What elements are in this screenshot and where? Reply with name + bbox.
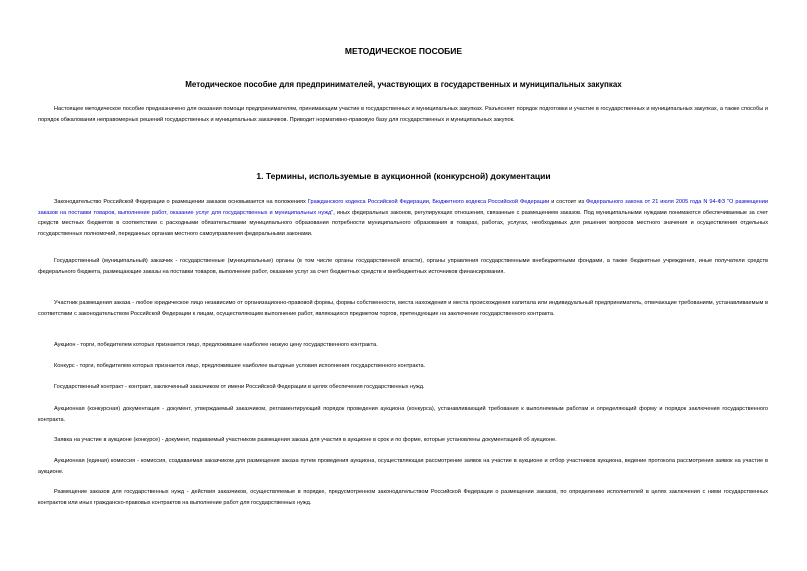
budget-code-link[interactable]: Бюджетного кодекса Российской Федерации: [432, 199, 550, 205]
legislation-text-start: Законодательство Российской Федерации о размещении заказов основывается на положениях: [54, 199, 308, 205]
civil-code-link[interactable]: Гражданского кодекса Российской Федерации: [307, 199, 429, 205]
document-subtitle: Методическое пособие для предпринимателей, участвующих в государственных и муниципальных закупках: [185, 80, 622, 89]
paragraph-participant: Участник размещения заказа - любое юридическое лицо независимо от организационно-правовой формы, формы собственности, места нахождения и места происхождения капитала или индивидуальный предприниматель, отвечающие требованиям, устанавливаемым в соответствии с законодательством Российской Федерации к лицам, осуществляющим выполнение работ, являющихся предметом торгов, претендующие на заключение государственного контракта.: [38, 300, 768, 317]
section-heading: 1. Термины, используемые в аукционной (конкурсной) документации: [256, 171, 551, 181]
legislation-text-mid: и состоит из: [549, 199, 586, 205]
legislation-text-end: , иных федеральных законов, регулирующих отношения, связанные с размещением заказов. Под муниципальными нуждами понимаются обеспечиваемые за счет средств местных бюджетов в соответствии с расходными обязательствами муниципального образования потребности муниципального образования в товарах, работах, услугах, необходимых для решения вопросов местного значения и осуществления отдельных государственных полномочий, переданных органам местного самоуправления федеральными законами.: [38, 209, 769, 237]
paragraph-contract: Государственный контракт - контракт, заключенный заказчиком от имени Российской Федерации в целях обеспечения государственных нужд.: [54, 384, 425, 390]
paragraph-placement: Размещение заказов для государственных нужд - действия заказчиков, осуществляемые в порядке, предусмотренном законодательством Российской Федерации о размещении заказов, по определению исполнителей в целях заключения с ними государственных контрактов или иных гражданско-правовых контрактов на выполнение работ для государственных нужд.: [38, 489, 768, 506]
paragraph-documentation: Аукционная (конкурсная) документация - документ, утверждаемый заказчиком, регламентирующий порядок проведения аукциона (конкурса), устанавливающий требования к выполняемым работам и определяющий форму и порядок заключения государственного контракта.: [38, 406, 768, 423]
paragraph-auction: Аукцион - торги, победителем которых признается лицо, предложившее наиболее низкую цену государственного контракта.: [54, 342, 378, 348]
paragraph-legislation: [38, 197, 768, 239]
paragraph-commission: Аукционная (единая) комиссия - комиссия, создаваемая заказчиком для размещения заказа путем проведения аукциона, осуществляющая рассмотрение заявок на участие в аукционе и отбор участников аукциона, ведение протокола рассмотрения заявок на участие в аукционе.: [38, 458, 768, 475]
paragraph-application: Заявка на участие в аукционе (конкурсе) - документ, подаваемый участником размещения заказа для участия в аукционе в срок и по форме, которые установлены документацией об аукционе.: [54, 437, 557, 443]
paragraph-customer: Государственный (муниципальный) заказчик - государственные (муниципальные) органы (в том числе органы государственной власти), органы управления государственными внебюджетными фондами, а также бюджетные учреждения, иные получатели средств федерального бюджета, размещающие заказы на поставки товаров, выполнение работ, оказание услуг за счет бюджетных средств и внебюджетных источников финансирования.: [38, 258, 768, 275]
intro-paragraph: Настоящее методическое пособие предназначено для оказания помощи предпринимателям, принимающим участие в государственных и муниципальных закупках. Разъясняет порядок подготовки и участие в государственных и муниципальных закупках, а также способы и порядок обжалования неправомерных решений государственных и муниципальных заказчиков. Приводит нормативно-правовую базу для государственных и муниципальных закупок.: [38, 106, 768, 123]
federal-law-link[interactable]: Федерального закона от 21 июля 2005 года N 94-ФЗ "О размещении заказов на поставки товаров, выполнение работ, оказание услуг для государственных и муниципальных нужд": [38, 199, 769, 216]
document-title: МЕТОДИЧЕСКОЕ ПОСОБИЕ: [344, 46, 463, 56]
legislation-separator: ,: [428, 199, 433, 205]
paragraph-contest: Конкурс - торги, победителем которых признается лицо, предложившее наиболее выгодные условия исполнения государственного контракта.: [54, 363, 426, 369]
